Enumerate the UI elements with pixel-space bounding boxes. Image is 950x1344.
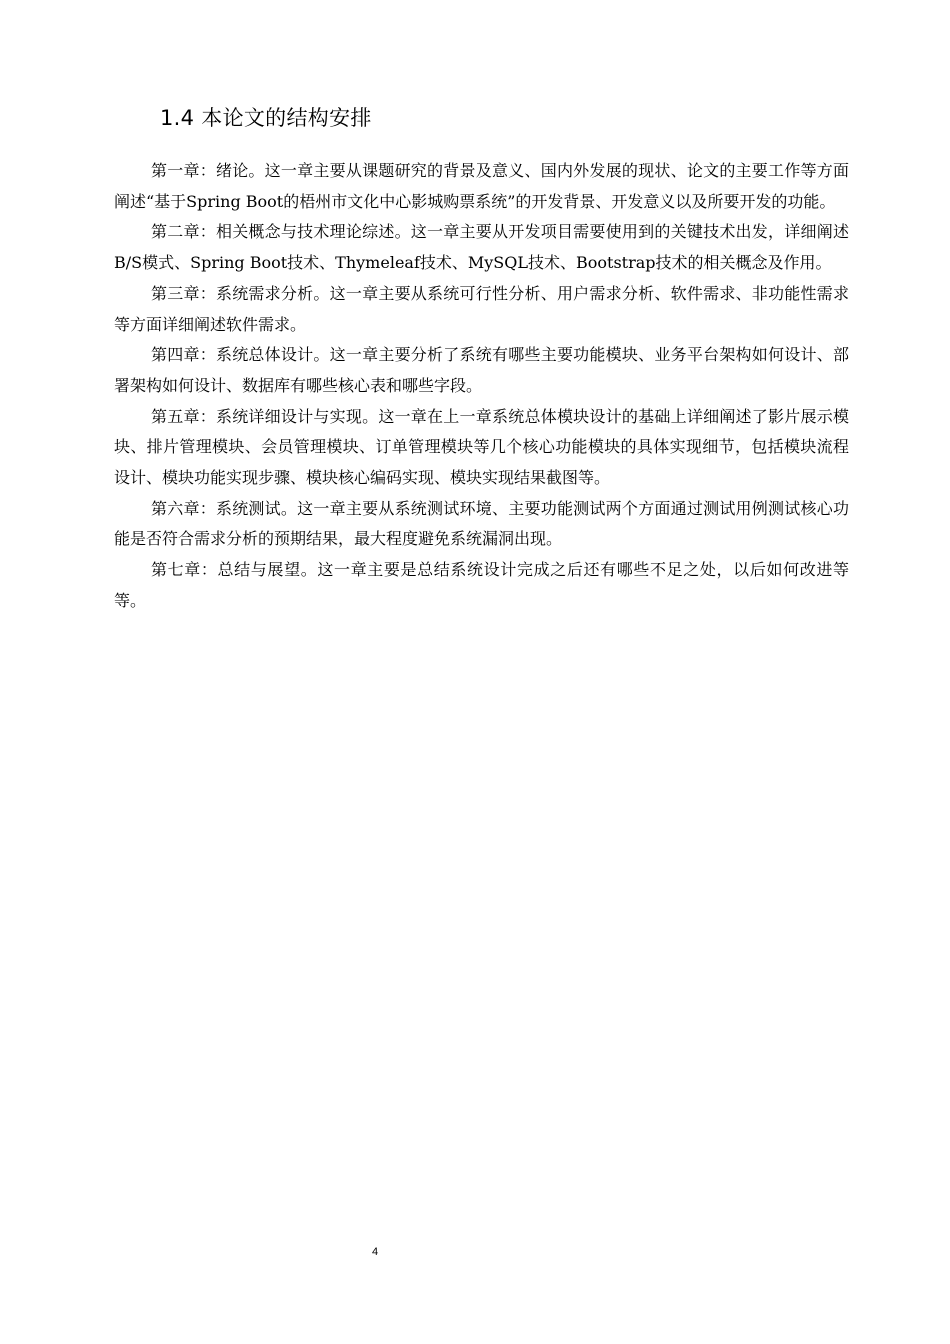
section-heading: 1.4 本论文的结构安排: [160, 106, 372, 130]
page-number: 4: [371, 1246, 379, 1258]
paragraph-chapter-2: 第二章：相关概念与技术理论综述。这一章主要从开发项目需要使用到的关键技术出发，详细阐述B/S模式、Spring Boot技术、Thymeleaf技术、MySQL技术、Bootstrap技术的相关概念及作用。: [114, 222, 849, 273]
paragraph-chapter-4: 第四章：系统总体设计。这一章主要分析了系统有哪些主要功能模块、业务平台架构如何设计、部署架构如何设计、数据库有哪些核心表和哪些字段。: [114, 345, 849, 395]
body-text: [114, 156, 849, 617]
paragraph-chapter-3: 第三章：系统需求分析。这一章主要从系统可行性分析、用户需求分析、软件需求、非功能性需求等方面详细阐述软件需求。: [114, 283, 849, 334]
paragraph-chapter-1: 第一章：绪论。这一章主要从课题研究的背景及意义、国内外发展的现状、论文的主要工作等方面阐述“基于Spring Boot的梧州市文化中心影城购票系统”的开发背景、开发意义以及所要开发的功能。: [114, 161, 849, 211]
paragraph-chapter-6: 第六章：系统测试。这一章主要从系统测试环境、主要功能测试两个方面通过测试用例测试核心功能是否符合需求分析的预期结果，最大程度避免系统漏洞出现。: [114, 498, 849, 549]
paragraph-chapter-5: 第五章：系统详细设计与实现。这一章在上一章系统总体模块设计的基础上详细阐述了影片展示模块、排片管理模块、会员管理模块、订单管理模块等几个核心功能模块的具体实现细节，包括模块流程设计、模块功能实现步骤、模块核心编码实现、模块实现结果截图等。: [114, 406, 849, 488]
paragraph-chapter-7: 第七章：总结与展望。这一章主要是总结系统设计完成之后还有哪些不足之处，以后如何改进等等。: [114, 560, 849, 610]
